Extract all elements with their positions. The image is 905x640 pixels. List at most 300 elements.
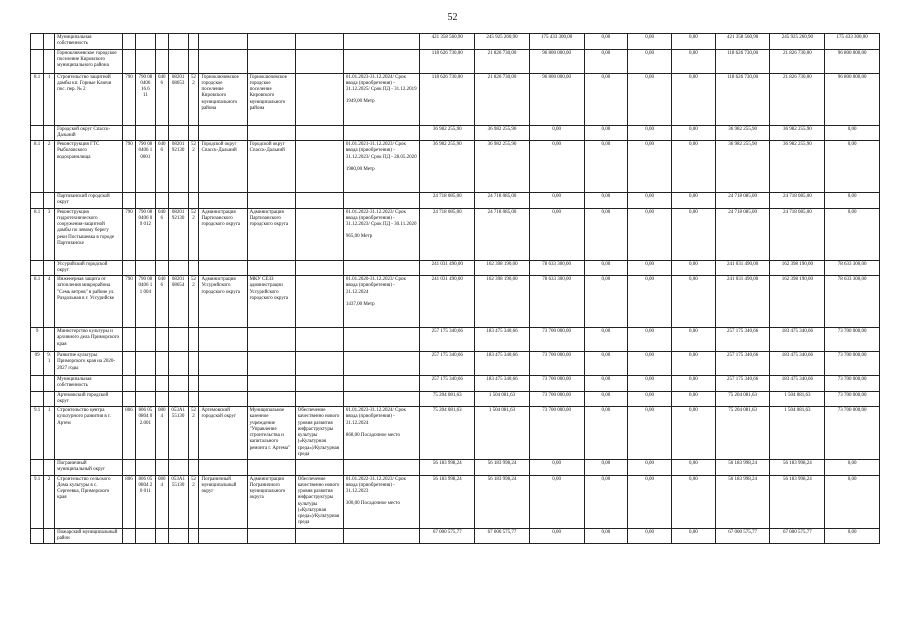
period-cell [343, 391, 420, 407]
code-cell: 790 08 0406 1 1 004 [136, 276, 156, 328]
amount-cell: 0,00 [529, 528, 584, 544]
name-cell: Артемовский городской округ [55, 391, 123, 407]
code-cell [136, 260, 156, 276]
amount-cell: 96 800 000,00 [529, 73, 584, 125]
customer-cell [247, 193, 295, 209]
row-index-cell: 8.1 [31, 73, 44, 125]
expense-type-cell [188, 260, 199, 276]
amount-cell: 21 826 730,00 [475, 49, 530, 73]
amount-cell: 0,00 [584, 276, 628, 328]
target-code-cell [168, 391, 188, 407]
section-code-cell: 0406 [155, 73, 168, 125]
code-cell [136, 49, 156, 73]
amount-cell: 0,00 [584, 193, 628, 209]
row-index-cell: 8.1 [31, 208, 44, 260]
row-subindex-cell: 2 [44, 475, 55, 528]
amount-cell: 73 700 000,00 [825, 407, 880, 460]
amount-cell: 73 700 000,00 [825, 391, 880, 407]
object-row [31, 276, 880, 328]
grbs-cell [122, 352, 135, 376]
amount-cell: 56 183 998,24 [475, 475, 530, 528]
grbs-cell: 806 [122, 407, 135, 460]
customer-cell [247, 49, 295, 73]
name-cell: Пожарский муниципальный район [55, 528, 123, 544]
code-cell [136, 391, 156, 407]
amount-cell: 257 175 340,66 [420, 376, 475, 392]
grbs-cell: 790 [122, 208, 135, 260]
municipality-cell [199, 34, 247, 50]
capacity-text: 868,00 Посадочное место [345, 432, 401, 438]
row-subindex-cell [44, 460, 55, 476]
expense-type-cell: 522 [188, 475, 199, 528]
section-code-cell: 0804 [155, 475, 168, 528]
amount-cell: 67 000 575,77 [770, 528, 825, 544]
amount-cell: 21 826 730,00 [770, 73, 825, 125]
amount-cell: 73 700 000,00 [825, 328, 880, 352]
amount-cell: 0,00 [529, 193, 584, 209]
amount-cell: 0,00 [672, 475, 716, 528]
amount-cell: 183 475 340,66 [770, 376, 825, 392]
amount-cell: 24 718 085,00 [770, 193, 825, 209]
expense-type-cell [188, 125, 199, 141]
grbs-cell [122, 49, 135, 73]
row-index-cell [31, 193, 44, 209]
row-index-cell: 9.1 [31, 407, 44, 460]
result-cell [295, 125, 343, 141]
result-cell [295, 352, 343, 376]
row-index-cell: 09 [31, 352, 44, 376]
amount-cell: 257 175 340,66 [715, 376, 770, 392]
row-index-cell [31, 460, 44, 476]
result-cell [295, 208, 343, 260]
target-code-cell [168, 49, 188, 73]
expense-type-cell: 522 [188, 141, 199, 193]
customer-cell [247, 391, 295, 407]
amount-cell: 36 982 255,90 [770, 141, 825, 193]
amount-cell: 0,00 [584, 475, 628, 528]
amount-cell: 73 700 000,00 [529, 376, 584, 392]
municipality-cell [199, 125, 247, 141]
section-row [31, 328, 880, 352]
grbs-cell [122, 193, 135, 209]
amount-cell: 245 925 260,90 [475, 34, 530, 50]
capacity-text: 300,00 Посадочное место [345, 501, 401, 507]
municipality-cell: Администрация Уссурийского городского округа [199, 276, 247, 328]
amount-cell: 118 626 730,00 [715, 49, 770, 73]
amount-cell: 21 826 730,00 [475, 73, 530, 125]
amount-cell: 0,00 [584, 352, 628, 376]
period-cell [343, 407, 420, 460]
expense-type-cell: 522 [188, 407, 199, 460]
period-cell [343, 208, 420, 260]
capacity-text: 1949,00 Метр [345, 99, 375, 105]
section-code-cell [155, 34, 168, 50]
amount-cell: 245 925 260,90 [770, 34, 825, 50]
municipality-cell: Артемовский городской округ [199, 407, 247, 460]
code-cell [136, 352, 156, 376]
result-cell [295, 141, 343, 193]
amount-cell: 36 982 255,90 [475, 125, 530, 141]
grbs-cell [122, 391, 135, 407]
amount-cell: 0,00 [628, 407, 672, 460]
target-code-cell [168, 193, 188, 209]
result-cell: Обеспечение качественно нового уровня развития инфраструктуры культуры («Культурная среда»)/Культурная среда [295, 407, 343, 460]
amount-cell: 183 475 340,66 [770, 352, 825, 376]
name-cell: Инженерная защита от затопления микрорайона "Семь ветров" в районе ул. Раздольная в г. Уссурийске [55, 276, 123, 328]
amount-cell: 0,00 [584, 208, 628, 260]
name-cell: Строительство защитной дамбы кп. Горные Ключи пос. пер. № 2 [55, 73, 123, 125]
expense-type-cell: 522 [188, 73, 199, 125]
name-cell: Министерство культуры и архивного дела Приморского края [55, 328, 123, 352]
name-cell: Горноключевское городское поселение Кировского муниципального района [55, 49, 123, 73]
amount-cell: 257 175 340,66 [715, 352, 770, 376]
amount-cell: 0,00 [584, 391, 628, 407]
amount-cell: 183 475 340,66 [475, 352, 530, 376]
code-cell [136, 528, 156, 544]
amount-cell: 0,00 [672, 193, 716, 209]
amount-cell: 56 183 998,24 [420, 460, 475, 476]
amount-cell: 56 183 998,24 [420, 475, 475, 528]
amount-cell: 24 718 085,00 [420, 208, 475, 260]
amount-cell: 0,00 [672, 34, 716, 50]
amount-cell: 67 000 575,77 [420, 528, 475, 544]
amount-cell: 0,00 [584, 407, 628, 460]
grbs-cell [122, 376, 135, 392]
target-code-cell [168, 528, 188, 544]
result-cell [295, 276, 343, 328]
row-index-cell [31, 376, 44, 392]
name-cell: Пограничный муниципальный округ [55, 460, 123, 476]
amount-cell: 56 183 998,24 [715, 475, 770, 528]
target-code-cell [168, 125, 188, 141]
amount-cell: 241 031 490,00 [715, 260, 770, 276]
amount-cell: 1 504 081,63 [770, 391, 825, 407]
amount-cell: 0,00 [825, 125, 880, 141]
amount-cell: 67 000 575,77 [475, 528, 530, 544]
municipality-cell [199, 49, 247, 73]
row-subindex-cell [44, 125, 55, 141]
section-code-cell [155, 376, 168, 392]
code-cell: 790 08 0406 16.6 11 [136, 73, 156, 125]
amount-cell: 257 175 340,66 [420, 328, 475, 352]
amount-cell: 0,00 [628, 141, 672, 193]
result-cell [295, 391, 343, 407]
period-text: 01.01.2023-31.12.2024/ Срок ввода (приобретения) - 31.12.2024 [345, 408, 406, 426]
amount-cell: 162 398 190,00 [475, 276, 530, 328]
amount-cell: 0,00 [628, 125, 672, 141]
amount-cell: 0,00 [825, 193, 880, 209]
amount-cell: 0,00 [628, 276, 672, 328]
customer-cell: Муниципальное казенное учреждение "Управление строительства и капитального ремонта г. Артема" [247, 407, 295, 460]
period-cell [343, 125, 420, 141]
period-cell [343, 49, 420, 73]
section-row [31, 193, 880, 209]
amount-cell: 0,00 [672, 125, 716, 141]
result-cell [295, 49, 343, 73]
grbs-cell [122, 125, 135, 141]
section-code-cell [155, 125, 168, 141]
customer-cell: МКУ СЕЗЗ администрации Уссурийского городского округа [247, 276, 295, 328]
amount-cell: 67 000 575,77 [715, 528, 770, 544]
target-code-cell [168, 34, 188, 50]
row-index-cell: 8.1 [31, 141, 44, 193]
section-code-cell [155, 49, 168, 73]
amount-cell: 0,00 [628, 49, 672, 73]
section-row [31, 125, 880, 141]
amount-cell: 0,00 [628, 73, 672, 125]
grbs-cell: 790 [122, 73, 135, 125]
amount-cell: 0,00 [672, 276, 716, 328]
row-index-cell: 9.1 [31, 475, 44, 528]
period-cell [343, 328, 420, 352]
target-code-cell: 0820192130 [168, 208, 188, 260]
amount-cell: 73 700 000,00 [529, 407, 584, 460]
result-cell: Обеспечение качественно нового уровня развития инфраструктуры культуры («Культурная среда»)/Культурная среда [295, 475, 343, 528]
amount-cell: 78 633 300,00 [825, 276, 880, 328]
amount-cell: 0,00 [584, 49, 628, 73]
amount-cell: 0,00 [628, 260, 672, 276]
target-code-cell: 0820192130 [168, 141, 188, 193]
municipality-cell [199, 352, 247, 376]
amount-cell: 118 626 730,00 [420, 73, 475, 125]
amount-cell: 75 204 081,63 [420, 391, 475, 407]
amount-cell: 36 982 255,90 [420, 125, 475, 141]
amount-cell: 0,00 [628, 34, 672, 50]
section-code-cell: 0406 [155, 276, 168, 328]
period-cell [343, 73, 420, 125]
row-subindex-cell: 2 [44, 141, 55, 193]
period-text: 01.01.2021-31.12.2023/ Срок ввода (приобретения) - 31.12.2023/ Срок ПД - 28.05.2020 [345, 142, 417, 160]
amount-cell: 56 183 998,24 [770, 460, 825, 476]
name-cell: Реконструкция ГТС Рыболовского водохранилища [55, 141, 123, 193]
amount-cell: 24 718 085,00 [770, 208, 825, 260]
code-cell: 806 05 0804 0 2.001 [136, 407, 156, 460]
object-row [31, 407, 880, 460]
amount-cell: 0,00 [672, 352, 716, 376]
amount-cell: 56 183 998,24 [770, 475, 825, 528]
amount-cell: 96 800 000,00 [825, 73, 880, 125]
amount-cell: 24 718 085,00 [420, 193, 475, 209]
amount-cell: 183 475 340,66 [475, 328, 530, 352]
amount-cell: 0,00 [584, 328, 628, 352]
amount-cell: 118 626 730,00 [715, 73, 770, 125]
expense-type-cell: 522 [188, 208, 199, 260]
name-cell: Реконструкция гидротехнического сооружения-защитной дамбы по левому берегу реки Постышевка в городе Партизанске [55, 208, 123, 260]
amount-cell: 0,00 [825, 208, 880, 260]
period-cell [343, 352, 420, 376]
result-cell [295, 260, 343, 276]
customer-cell [247, 528, 295, 544]
section-code-cell [155, 193, 168, 209]
amount-cell: 0,00 [672, 49, 716, 73]
target-code-cell [168, 376, 188, 392]
amount-cell: 0,00 [584, 528, 628, 544]
period-cell [343, 193, 420, 209]
period-cell [343, 260, 420, 276]
target-code-cell: 0820108654 [168, 276, 188, 328]
amount-cell: 24 718 085,00 [715, 208, 770, 260]
code-cell [136, 34, 156, 50]
amount-cell: 1 504 081,63 [770, 407, 825, 460]
row-index-cell [31, 391, 44, 407]
amount-cell: 78 633 300,00 [529, 260, 584, 276]
period-cell [343, 475, 420, 528]
code-cell: 790 08 0406 0 9 012 [136, 208, 156, 260]
expense-type-cell [188, 328, 199, 352]
municipality-cell [199, 460, 247, 476]
target-code-cell [168, 328, 188, 352]
section-row [31, 352, 880, 376]
period-cell [343, 141, 420, 193]
amount-cell: 0,00 [672, 528, 716, 544]
amount-cell: 0,00 [628, 376, 672, 392]
target-code-cell [168, 460, 188, 476]
amount-cell: 73 700 000,00 [529, 352, 584, 376]
amount-cell: 0,00 [529, 125, 584, 141]
amount-cell: 0,00 [529, 460, 584, 476]
section-code-cell [155, 528, 168, 544]
amount-cell: 0,00 [529, 141, 584, 193]
expense-type-cell: 522 [188, 276, 199, 328]
amount-cell: 56 183 998,24 [715, 460, 770, 476]
period-text: 01.01.2022-31.12.2023/ Срок ввода (приобретения) - 31.12.2023 [345, 476, 406, 494]
object-row [31, 208, 880, 260]
row-subindex-cell [44, 528, 55, 544]
customer-cell [247, 328, 295, 352]
code-cell [136, 125, 156, 141]
amount-cell: 0,00 [628, 475, 672, 528]
row-subindex-cell: 1 [44, 73, 55, 125]
page-number: 52 [447, 12, 458, 23]
object-row [31, 141, 880, 193]
municipality-cell [199, 328, 247, 352]
section-code-cell [155, 352, 168, 376]
municipality-cell: Пограничный муниципальный округ [199, 475, 247, 528]
amount-cell: 175 433 300,00 [825, 34, 880, 50]
amount-cell: 421 358 560,90 [715, 34, 770, 50]
section-row [31, 34, 880, 50]
municipality-cell: Городской округ Спасск-Дальний [199, 141, 247, 193]
grbs-cell: 806 [122, 475, 135, 528]
grbs-cell: 790 [122, 141, 135, 193]
grbs-cell [122, 34, 135, 50]
name-cell: Муниципальная собственность [55, 34, 123, 50]
amount-cell: 0,00 [825, 141, 880, 193]
section-row [31, 49, 880, 73]
row-subindex-cell [44, 193, 55, 209]
section-row [31, 528, 880, 544]
name-cell: Развитие культуры Приморского края на 2020-2027 годы [55, 352, 123, 376]
grbs-cell [122, 460, 135, 476]
amount-cell: 0,00 [825, 475, 880, 528]
amount-cell: 241 031 490,00 [420, 276, 475, 328]
capacity-text: 965,00 Метр [345, 234, 373, 240]
period-cell [343, 34, 420, 50]
code-cell [136, 376, 156, 392]
customer-cell: Администрация Партизанского городского округа [247, 208, 295, 260]
row-index-cell: 8.1 [31, 276, 44, 328]
target-code-cell: 0820108653 [168, 73, 188, 125]
municipality-cell [199, 528, 247, 544]
period-cell [343, 276, 420, 328]
name-cell: Городской округ Спасск-Дальний [55, 125, 123, 141]
amount-cell: 0,00 [529, 208, 584, 260]
section-code-cell [155, 460, 168, 476]
amount-cell: 1 504 081,63 [475, 407, 530, 460]
period-text: 01.01.2022-31.12.2023/ Срок ввода (приобретения) - 31.12.2023/ Срок ПД - 30.11.2020 [345, 209, 417, 227]
row-subindex-cell: 4 [44, 276, 55, 328]
amount-cell: 21 826 730,00 [770, 49, 825, 73]
amount-cell: 78 633 300,00 [825, 260, 880, 276]
result-cell [295, 376, 343, 392]
object-row [31, 73, 880, 125]
amount-cell: 241 031 490,00 [715, 276, 770, 328]
row-index-cell: 9 [31, 328, 44, 352]
amount-cell: 96 800 000,00 [825, 49, 880, 73]
amount-cell: 78 633 300,00 [529, 276, 584, 328]
amount-cell: 162 398 190,00 [475, 260, 530, 276]
row-subindex-cell [44, 260, 55, 276]
amount-cell: 73 700 000,00 [529, 328, 584, 352]
row-subindex-cell [44, 34, 55, 50]
code-cell: 790 08 0406 1 0001 [136, 141, 156, 193]
amount-cell: 0,00 [584, 125, 628, 141]
expense-type-cell [188, 460, 199, 476]
amount-cell: 0,00 [628, 328, 672, 352]
amount-cell: 183 475 340,66 [770, 328, 825, 352]
customer-cell [247, 460, 295, 476]
budget-table [30, 33, 880, 544]
section-row [31, 391, 880, 407]
amount-cell: 257 175 340,66 [420, 352, 475, 376]
municipality-cell [199, 391, 247, 407]
amount-cell: 0,00 [584, 376, 628, 392]
section-code-cell: 0406 [155, 208, 168, 260]
result-cell [295, 328, 343, 352]
result-cell [295, 193, 343, 209]
amount-cell: 257 175 340,66 [715, 328, 770, 352]
expense-type-cell [188, 391, 199, 407]
row-index-cell [31, 49, 44, 73]
section-code-cell: 0804 [155, 407, 168, 460]
row-subindex-cell [44, 49, 55, 73]
amount-cell: 162 398 190,00 [770, 276, 825, 328]
section-code-cell [155, 391, 168, 407]
period-text: 01.01.2023-31.12.2024/ Срок ввода (приобретения) - 31.12.2025/ Срок ПД - 31.12.2019 [345, 74, 417, 92]
amount-cell: 75 204 081,63 [420, 407, 475, 460]
expense-type-cell [188, 49, 199, 73]
customer-cell: Городской округ Спасск-Дальний [247, 141, 295, 193]
amount-cell: 421 358 560,90 [420, 34, 475, 50]
amount-cell: 75 204 081,63 [715, 391, 770, 407]
row-subindex-cell: 9.1 [44, 352, 55, 376]
municipality-cell: Администрация Партизанского городского округа [199, 208, 247, 260]
amount-cell: 175 433 300,00 [529, 34, 584, 50]
period-cell [343, 528, 420, 544]
object-row [31, 475, 880, 528]
amount-cell: 0,00 [672, 328, 716, 352]
expense-type-cell [188, 34, 199, 50]
amount-cell: 73 700 000,00 [825, 352, 880, 376]
amount-cell: 0,00 [584, 460, 628, 476]
amount-cell: 73 700 000,00 [825, 376, 880, 392]
amount-cell: 96 800 000,00 [529, 49, 584, 73]
expense-type-cell [188, 193, 199, 209]
customer-cell: Администрация Пограничного муниципального округа [247, 475, 295, 528]
amount-cell: 0,00 [529, 475, 584, 528]
section-code-cell [155, 260, 168, 276]
grbs-cell: 790 [122, 276, 135, 328]
